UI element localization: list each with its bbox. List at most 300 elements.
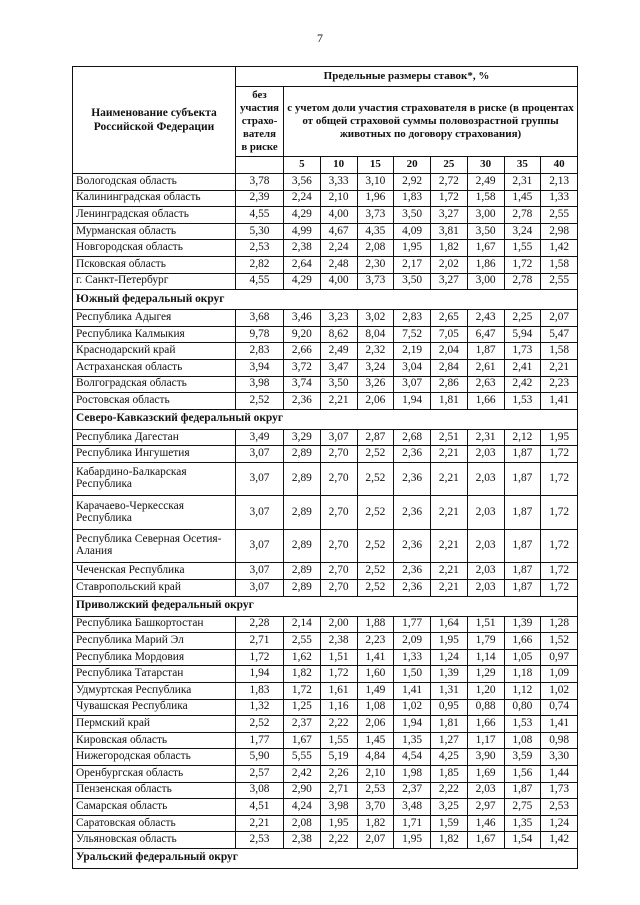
rate-value: 1,66	[467, 716, 504, 733]
rate-value: 3,59	[504, 749, 541, 766]
rate-value: 2,41	[504, 359, 541, 376]
rate-value: 2,36	[394, 580, 431, 597]
rate-value: 2,25	[504, 310, 541, 327]
rate-value: 2,55	[541, 207, 578, 224]
rates-header: Предельные размеры ставок*, %	[236, 67, 578, 87]
rate-value: 4,25	[431, 749, 468, 766]
rate-value: 2,38	[284, 240, 321, 257]
rate-value: 3,25	[431, 799, 468, 816]
rate-value: 1,42	[541, 240, 578, 257]
rate-value: 3,50	[394, 207, 431, 224]
region-name: Ленинградская область	[73, 207, 236, 224]
region-name: Республика Татарстан	[73, 666, 236, 683]
rate-value: 2,03	[467, 563, 504, 580]
base-rate: 3,08	[236, 782, 284, 799]
share-percent-header: 20	[394, 157, 431, 174]
district-row	[73, 290, 578, 310]
with-participation-header: с учетом доли участия страхователя в риске (в процентах от общей страховой суммы половозрастной группы животных по договору страхования)	[284, 87, 578, 157]
base-rate: 4,51	[236, 799, 284, 816]
table-row	[73, 633, 578, 650]
base-rate: 3,98	[236, 376, 284, 393]
table-row	[73, 765, 578, 782]
table-row	[73, 223, 578, 240]
rate-value: 2,03	[467, 782, 504, 799]
rate-value: 3,00	[467, 207, 504, 224]
rate-value: 2,86	[431, 376, 468, 393]
district-name: Северо-Кавказский федеральный округ	[73, 409, 578, 429]
rate-value: 2,36	[394, 496, 431, 530]
table-row	[73, 699, 578, 716]
rate-value: 2,03	[467, 446, 504, 463]
rate-value: 0,98	[541, 732, 578, 749]
rate-value: 3,73	[357, 207, 394, 224]
rate-value: 2,21	[431, 580, 468, 597]
rate-value: 2,78	[504, 207, 541, 224]
rate-value: 2,52	[357, 446, 394, 463]
rate-value: 1,87	[504, 563, 541, 580]
table-row	[73, 563, 578, 580]
rate-value: 2,61	[467, 359, 504, 376]
rate-value: 5,94	[504, 326, 541, 343]
table-row	[73, 782, 578, 799]
base-rate: 1,83	[236, 682, 284, 699]
base-rate: 3,68	[236, 310, 284, 327]
rate-value: 5,47	[541, 326, 578, 343]
rate-value: 2,31	[467, 429, 504, 446]
region-name: Ростовская область	[73, 393, 236, 410]
rate-value: 1,51	[467, 616, 504, 633]
rate-value: 1,95	[394, 240, 431, 257]
base-rate: 1,72	[236, 649, 284, 666]
rate-value: 1,72	[504, 256, 541, 273]
rate-value: 2,10	[357, 765, 394, 782]
rate-value: 2,03	[467, 580, 504, 597]
table-body	[73, 174, 578, 869]
table-row	[73, 832, 578, 849]
rate-value: 1,55	[504, 240, 541, 257]
rate-value: 2,89	[284, 446, 321, 463]
region-name: Кировская область	[73, 732, 236, 749]
region-name: Карачаево-Черкесская Республика	[73, 496, 236, 530]
rate-value: 3,00	[467, 273, 504, 290]
share-blank-cell	[236, 157, 284, 174]
base-rate: 2,53	[236, 832, 284, 849]
rate-value: 2,70	[320, 529, 357, 563]
rate-value: 2,22	[320, 716, 357, 733]
region-name: Республика Марий Эл	[73, 633, 236, 650]
rate-value: 2,19	[394, 343, 431, 360]
rate-value: 5,55	[284, 749, 321, 766]
base-rate: 1,94	[236, 666, 284, 683]
rate-value: 4,29	[284, 207, 321, 224]
share-percent-header: 40	[541, 157, 578, 174]
rate-value: 1,72	[541, 580, 578, 597]
rate-value: 1,94	[394, 716, 431, 733]
region-name: Кабардино-Балкарская Республика	[73, 462, 236, 496]
rate-value: 1,69	[467, 765, 504, 782]
base-rate: 3,78	[236, 174, 284, 191]
rate-value: 1,87	[504, 496, 541, 530]
rate-value: 3,70	[357, 799, 394, 816]
rate-value: 2,52	[357, 462, 394, 496]
rate-value: 1,88	[357, 616, 394, 633]
table-row	[73, 174, 578, 191]
rate-value: 1,71	[394, 815, 431, 832]
rate-value: 3,48	[394, 799, 431, 816]
rate-value: 2,13	[541, 174, 578, 191]
rate-value: 2,49	[467, 174, 504, 191]
rate-value: 1,95	[431, 633, 468, 650]
rate-value: 2,70	[320, 496, 357, 530]
rate-value: 2,37	[284, 716, 321, 733]
rate-value: 2,52	[357, 563, 394, 580]
rate-value: 1,44	[541, 765, 578, 782]
rate-value: 1,29	[467, 666, 504, 683]
rate-value: 1,82	[431, 832, 468, 849]
rate-value: 1,72	[284, 682, 321, 699]
rate-value: 2,36	[394, 529, 431, 563]
rate-value: 1,45	[357, 732, 394, 749]
base-rate: 2,21	[236, 815, 284, 832]
region-name: Республика Адыгея	[73, 310, 236, 327]
rate-value: 2,24	[320, 240, 357, 257]
base-rate: 2,52	[236, 393, 284, 410]
rate-value: 9,20	[284, 326, 321, 343]
base-rate: 3,07	[236, 462, 284, 496]
region-name: Ставропольский край	[73, 580, 236, 597]
table-row	[73, 616, 578, 633]
rate-value: 7,05	[431, 326, 468, 343]
table-row	[73, 649, 578, 666]
rate-value: 2,31	[504, 174, 541, 191]
rate-value: 2,65	[431, 310, 468, 327]
rate-value: 2,52	[357, 580, 394, 597]
rate-value: 1,02	[394, 699, 431, 716]
rate-value: 2,83	[394, 310, 431, 327]
rate-value: 8,62	[320, 326, 357, 343]
rate-value: 1,72	[320, 666, 357, 683]
rate-value: 2,36	[284, 393, 321, 410]
rate-value: 3,56	[284, 174, 321, 191]
base-rate: 2,83	[236, 343, 284, 360]
rate-value: 2,36	[394, 446, 431, 463]
rate-value: 2,03	[467, 529, 504, 563]
rate-value: 3,73	[357, 273, 394, 290]
rate-value: 2,89	[284, 462, 321, 496]
rate-value: 2,42	[504, 376, 541, 393]
rate-value: 1,67	[467, 832, 504, 849]
region-name: Нижегородская область	[73, 749, 236, 766]
rate-value: 1,72	[431, 190, 468, 207]
rate-value: 1,53	[504, 393, 541, 410]
rate-value: 1,33	[541, 190, 578, 207]
rate-value: 2,72	[431, 174, 468, 191]
rate-value: 2,66	[284, 343, 321, 360]
rate-value: 4,35	[357, 223, 394, 240]
rate-value: 2,21	[431, 496, 468, 530]
region-name: Мурманская область	[73, 223, 236, 240]
rate-value: 1,95	[394, 832, 431, 849]
table-header	[73, 67, 578, 174]
base-rate: 4,55	[236, 273, 284, 290]
rate-value: 1,67	[284, 732, 321, 749]
base-rate: 3,07	[236, 446, 284, 463]
rate-value: 2,53	[357, 782, 394, 799]
rate-value: 2,07	[357, 832, 394, 849]
region-name: Республика Башкортостан	[73, 616, 236, 633]
rate-value: 1,98	[394, 765, 431, 782]
rate-value: 1,59	[431, 815, 468, 832]
rate-value: 2,51	[431, 429, 468, 446]
rate-value: 1,49	[357, 682, 394, 699]
rate-value: 1,60	[357, 666, 394, 683]
base-rate: 4,55	[236, 207, 284, 224]
rate-value: 2,03	[467, 462, 504, 496]
rate-value: 1,72	[541, 496, 578, 530]
rate-value: 2,30	[357, 256, 394, 273]
rate-value: 4,99	[284, 223, 321, 240]
rate-value: 1,45	[504, 190, 541, 207]
rate-value: 5,19	[320, 749, 357, 766]
share-percent-header: 15	[357, 157, 394, 174]
base-rate: 3,07	[236, 580, 284, 597]
rate-value: 1,50	[394, 666, 431, 683]
share-percent-header: 5	[284, 157, 321, 174]
rate-value: 1,31	[431, 682, 468, 699]
rate-value: 1,87	[504, 529, 541, 563]
table-row	[73, 326, 578, 343]
rate-value: 1,35	[504, 815, 541, 832]
region-name: Ульяновская область	[73, 832, 236, 849]
rate-value: 1,41	[357, 649, 394, 666]
base-rate: 3,07	[236, 496, 284, 530]
region-name: Республика Северная Осетия-Алания	[73, 529, 236, 563]
district-row	[73, 848, 578, 868]
rate-value: 1,67	[467, 240, 504, 257]
base-rate: 1,32	[236, 699, 284, 716]
rate-value: 1,95	[541, 429, 578, 446]
rate-value: 1,61	[320, 682, 357, 699]
rate-value: 2,55	[284, 633, 321, 650]
rate-value: 2,36	[394, 462, 431, 496]
rate-value: 3,98	[320, 799, 357, 816]
table-row	[73, 310, 578, 327]
rate-value: 1,54	[504, 832, 541, 849]
rate-value: 1,17	[467, 732, 504, 749]
rate-value: 2,70	[320, 580, 357, 597]
district-name: Южный федеральный округ	[73, 290, 578, 310]
rate-value: 2,21	[431, 529, 468, 563]
rate-value: 3,50	[394, 273, 431, 290]
region-name: Псковская область	[73, 256, 236, 273]
rate-value: 1,39	[504, 616, 541, 633]
rate-value: 1,81	[431, 393, 468, 410]
rate-value: 2,38	[320, 633, 357, 650]
rate-value: 2,21	[320, 393, 357, 410]
rate-value: 1,39	[431, 666, 468, 683]
table-row	[73, 815, 578, 832]
rate-value: 1,51	[320, 649, 357, 666]
rate-value: 2,22	[320, 832, 357, 849]
region-name: Чувашская Республика	[73, 699, 236, 716]
base-rate: 2,39	[236, 190, 284, 207]
rate-value: 1,96	[357, 190, 394, 207]
rate-value: 2,68	[394, 429, 431, 446]
rate-value: 2,09	[394, 633, 431, 650]
region-name: Республика Мордовия	[73, 649, 236, 666]
share-percent-header: 35	[504, 157, 541, 174]
rate-value: 2,70	[320, 462, 357, 496]
rate-value: 4,54	[394, 749, 431, 766]
rate-value: 0,74	[541, 699, 578, 716]
page-number: 7	[317, 31, 323, 45]
rate-value: 2,89	[284, 529, 321, 563]
rate-value: 2,03	[467, 496, 504, 530]
insurance-rates-table	[72, 66, 578, 869]
rate-value: 2,52	[357, 529, 394, 563]
rate-value: 2,14	[284, 616, 321, 633]
district-row	[73, 596, 578, 616]
rate-value: 1,09	[541, 666, 578, 683]
base-rate: 2,52	[236, 716, 284, 733]
rate-value: 4,09	[394, 223, 431, 240]
rate-value: 1,87	[504, 446, 541, 463]
rate-value: 2,08	[357, 240, 394, 257]
region-name: Калининградская область	[73, 190, 236, 207]
rate-value: 1,52	[541, 633, 578, 650]
rate-value: 2,24	[284, 190, 321, 207]
rate-value: 1,56	[504, 765, 541, 782]
region-name: Новгородская область	[73, 240, 236, 257]
rate-value: 4,00	[320, 273, 357, 290]
share-percent-header: 30	[467, 157, 504, 174]
rate-value: 4,67	[320, 223, 357, 240]
rate-value: 1,73	[504, 343, 541, 360]
rate-value: 1,64	[431, 616, 468, 633]
base-rate: 3,94	[236, 359, 284, 376]
rate-value: 1,58	[541, 256, 578, 273]
region-name: Республика Ингушетия	[73, 446, 236, 463]
rate-value: 1,16	[320, 699, 357, 716]
table-row	[73, 429, 578, 446]
rate-value: 2,23	[541, 376, 578, 393]
rate-value: 2,98	[541, 223, 578, 240]
region-name: Оренбургская область	[73, 765, 236, 782]
rate-value: 2,92	[394, 174, 431, 191]
rate-value: 1,24	[431, 649, 468, 666]
rate-value: 2,89	[284, 580, 321, 597]
rate-value: 2,38	[284, 832, 321, 849]
table-row	[73, 666, 578, 683]
table-row	[73, 190, 578, 207]
rate-value: 1,82	[431, 240, 468, 257]
rate-value: 2,00	[320, 616, 357, 633]
rate-value: 1,08	[357, 699, 394, 716]
rate-value: 1,28	[541, 616, 578, 633]
rate-value: 2,55	[541, 273, 578, 290]
rate-value: 3,47	[320, 359, 357, 376]
region-name: Самарская область	[73, 799, 236, 816]
rate-value: 1,72	[541, 529, 578, 563]
rate-value: 2,78	[504, 273, 541, 290]
rate-value: 3,10	[357, 174, 394, 191]
rate-value: 3,02	[357, 310, 394, 327]
rate-value: 2,64	[284, 256, 321, 273]
region-name: Пензенская область	[73, 782, 236, 799]
table-row	[73, 343, 578, 360]
rate-value: 1,66	[504, 633, 541, 650]
rate-value: 2,02	[431, 256, 468, 273]
rate-value: 1,72	[541, 446, 578, 463]
base-rate: 2,57	[236, 765, 284, 782]
rate-value: 1,72	[541, 563, 578, 580]
rate-value: 2,04	[431, 343, 468, 360]
rate-value: 2,87	[357, 429, 394, 446]
table-row	[73, 496, 578, 530]
rate-value: 3,24	[357, 359, 394, 376]
rate-value: 2,10	[320, 190, 357, 207]
region-name: Астраханская область	[73, 359, 236, 376]
table-row	[73, 529, 578, 563]
rate-value: 3,74	[284, 376, 321, 393]
rate-value: 1,73	[541, 782, 578, 799]
region-name: Пермский край	[73, 716, 236, 733]
table-row	[73, 376, 578, 393]
rate-value: 2,08	[284, 815, 321, 832]
no-participation-header: без участия страхо-вателя в риске	[236, 87, 284, 157]
rate-value: 3,04	[394, 359, 431, 376]
rate-value: 0,80	[504, 699, 541, 716]
base-rate: 3,49	[236, 429, 284, 446]
rate-value: 1,35	[394, 732, 431, 749]
rate-value: 4,24	[284, 799, 321, 816]
rate-value: 1,46	[467, 815, 504, 832]
rate-value: 1,42	[541, 832, 578, 849]
rate-value: 1,53	[504, 716, 541, 733]
rate-value: 0,97	[541, 649, 578, 666]
subject-name-header: Наименование субъекта Российской Федерации	[73, 67, 236, 174]
table-row	[73, 799, 578, 816]
rate-value: 2,42	[284, 765, 321, 782]
rate-value: 1,02	[541, 682, 578, 699]
base-rate: 2,53	[236, 240, 284, 257]
rate-value: 3,27	[431, 273, 468, 290]
rate-value: 2,17	[394, 256, 431, 273]
rate-value: 2,89	[284, 563, 321, 580]
rate-value: 3,72	[284, 359, 321, 376]
rate-value: 1,20	[467, 682, 504, 699]
rate-value: 2,75	[504, 799, 541, 816]
rate-value: 1,33	[394, 649, 431, 666]
rate-value: 1,87	[467, 343, 504, 360]
table-row	[73, 462, 578, 496]
rate-value: 2,32	[357, 343, 394, 360]
table-row	[73, 256, 578, 273]
rate-value: 2,70	[320, 446, 357, 463]
base-rate: 5,90	[236, 749, 284, 766]
rate-value: 2,07	[541, 310, 578, 327]
rate-value: 2,84	[431, 359, 468, 376]
rate-value: 3,29	[284, 429, 321, 446]
rate-value: 1,87	[504, 782, 541, 799]
rate-value: 2,49	[320, 343, 357, 360]
rate-value: 1,14	[467, 649, 504, 666]
table-row	[73, 716, 578, 733]
rate-value: 1,08	[504, 732, 541, 749]
region-name: Вологодская область	[73, 174, 236, 191]
rate-value: 3,26	[357, 376, 394, 393]
district-row	[73, 409, 578, 429]
